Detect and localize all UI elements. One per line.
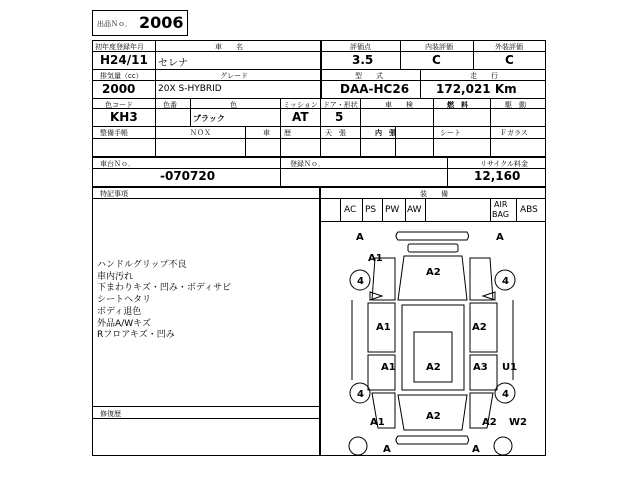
damage-mark: A2	[472, 322, 487, 333]
note-line: ボディ退色	[97, 306, 142, 317]
lot-number: 2006	[139, 13, 184, 32]
color-code-value: KH3	[110, 110, 138, 124]
doors-label: ドア・形状	[323, 101, 358, 109]
recycle-value: 12,160	[474, 169, 521, 183]
damage-mark: A1	[370, 417, 385, 428]
interior-label: 内 張	[375, 129, 396, 137]
equipment-bag: BAG	[492, 210, 510, 219]
damage-mark: A2	[426, 362, 441, 373]
car-name-label: 車 名	[215, 43, 243, 51]
manual-label: 整備手帳	[100, 129, 128, 137]
equipment-label: 装 備	[420, 190, 448, 198]
damage-mark: 4	[502, 389, 509, 400]
roof-label: 天 張	[325, 129, 346, 137]
damage-mark: A	[356, 232, 364, 243]
damage-mark: A1	[376, 322, 391, 333]
drive-label: 駆 動	[505, 101, 526, 109]
equipment-abs: ABS	[520, 205, 538, 215]
front-grille-outline	[408, 244, 458, 252]
lot-number-label: 出品Ｎｏ．	[97, 20, 132, 28]
equipment-air: AIR	[494, 200, 508, 209]
model-value: DAA-HC26	[340, 82, 410, 96]
note-line: 下まわりキズ・凹み・ボディサビ	[97, 283, 232, 294]
damage-mark: A	[383, 444, 391, 455]
damage-mark: A3	[473, 362, 488, 373]
interior-score-label: 内装評価	[425, 43, 453, 51]
note-line: Rフロアキズ・凹み	[97, 330, 175, 341]
damage-mark: A2	[426, 411, 441, 422]
roof-outline	[402, 305, 464, 390]
cabin-outline	[414, 332, 452, 382]
front-bumper-outline	[396, 232, 469, 240]
equipment-ac: AC	[344, 205, 357, 215]
glass-label: Ｆガラス	[500, 129, 528, 137]
hood-outline	[398, 256, 467, 300]
nox-label: ＮＯＸ	[190, 129, 211, 137]
damage-mark: A2	[482, 417, 497, 428]
score-value: 3.5	[352, 53, 374, 67]
grade-label: グレード	[220, 72, 248, 80]
note-line: 車内汚れ	[97, 271, 134, 282]
damage-mark: 4	[502, 276, 509, 287]
seat-label: シート	[440, 129, 461, 137]
equipment-pw: PW	[385, 205, 400, 215]
damage-mark: A1	[368, 253, 383, 264]
repair-label: 修復歴	[100, 410, 121, 418]
exterior-score-label: 外装評価	[495, 43, 523, 51]
score-label: 評価点	[350, 43, 371, 51]
history-label: 車 歴	[263, 129, 291, 137]
spare-wheel-right	[494, 437, 512, 455]
displacement-label: 排気量（cc）	[100, 72, 143, 80]
grade-value: 20X S-HYBRID	[158, 84, 222, 94]
displacement-value: 2000	[102, 82, 136, 96]
inspection-label: 車 検	[385, 101, 413, 109]
transmission-label: ミッション	[283, 101, 318, 109]
exterior-score-value: C	[505, 53, 514, 67]
interior-score-value: C	[432, 53, 441, 67]
rear-bumper-outline	[396, 436, 469, 444]
fuel-label: 燃 料	[447, 101, 468, 109]
damage-mark: W2	[509, 417, 527, 428]
equipment-aw: AW	[407, 205, 422, 215]
plate-no-label: 登録Ｎｏ．	[290, 160, 325, 168]
car-name-value: セレナ	[158, 58, 188, 69]
mileage-value: 172,021 Km	[436, 82, 517, 96]
doors-value: 5	[335, 110, 344, 124]
reg-date-label: 初年度登録年月	[95, 43, 144, 51]
color-no-label: 色番	[163, 101, 177, 109]
color-code-label: 色コード	[105, 101, 133, 109]
damage-mark: A2	[426, 267, 441, 278]
note-line: 外品A/Wキズ	[97, 318, 151, 329]
spare-wheel-left	[349, 437, 367, 455]
equipment-ps: PS	[365, 205, 377, 215]
damage-mark: A1	[381, 362, 396, 373]
damage-mark: A	[496, 232, 504, 243]
chassis-no-value: -070720	[160, 169, 216, 183]
recycle-label: リサイクル料金	[480, 160, 529, 168]
damage-mark: A	[472, 444, 480, 455]
mileage-label: 走 行	[470, 72, 498, 80]
damage-mark: U1	[502, 362, 518, 373]
damage-mark: 4	[357, 276, 364, 287]
note-line: シートヘタリ	[97, 295, 152, 306]
reg-date-value: H24/11	[100, 53, 148, 67]
chassis-no-label: 車台Ｎｏ．	[100, 160, 135, 168]
color-value: ブラック	[193, 114, 225, 123]
damage-mark: 4	[357, 389, 364, 400]
model-label: 型 式	[355, 72, 383, 80]
transmission-value: AT	[292, 110, 309, 124]
notes-label: 特記事項	[100, 190, 128, 198]
note-line: ハンドルグリップ不良	[97, 260, 187, 270]
color-label: 色	[230, 101, 237, 109]
